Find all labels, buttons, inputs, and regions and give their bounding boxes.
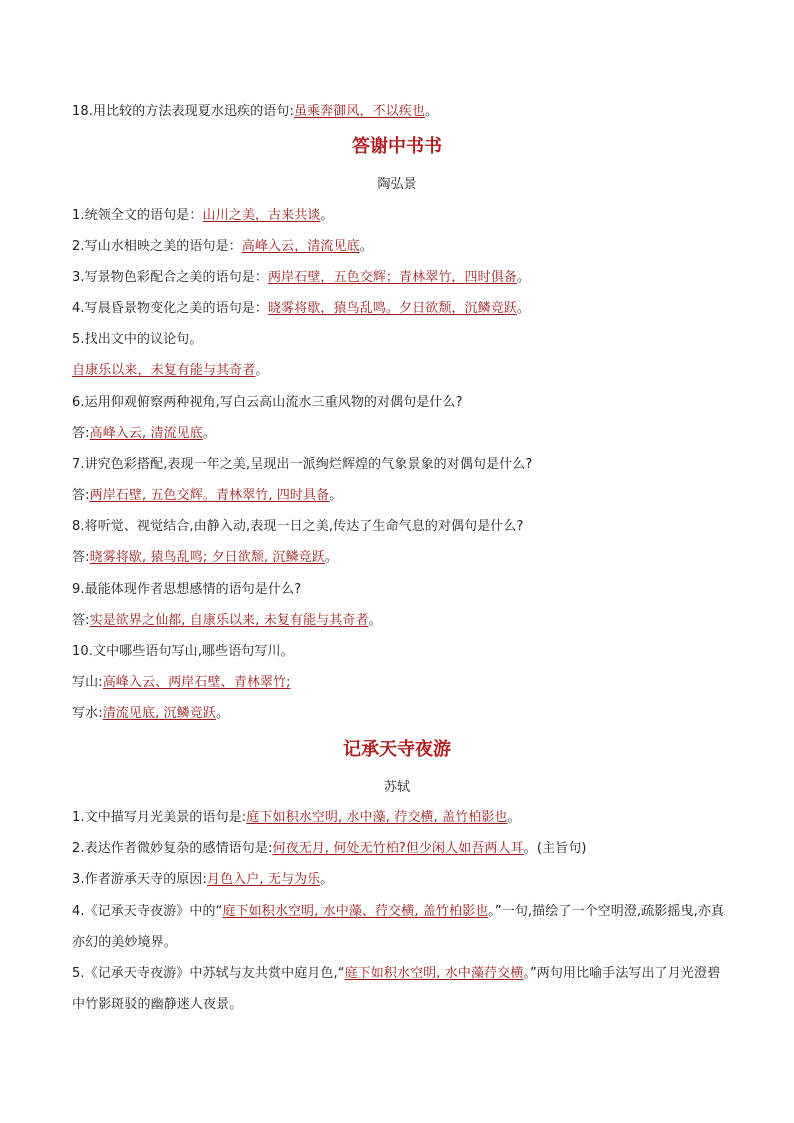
question-suffix: 。 <box>329 488 343 503</box>
answer-text: 高峰入云，清流见底 <box>241 239 360 254</box>
list-item <box>72 613 732 629</box>
section-title: 答谢中书书 <box>352 136 442 157</box>
list-item <box>72 958 732 1020</box>
list-item <box>72 239 732 255</box>
question-text: 6.运用仰观俯察两种视角,写白云高山流水三重风物的对偶句是什么? <box>72 395 463 410</box>
list-item <box>72 457 732 473</box>
question-text: 7.讲究色彩搭配,表现一年之美,呈现出一派绚烂辉煌的气象景象的对偶句是什么? <box>72 457 533 472</box>
question-text: 1.统领全文的语句是： <box>72 208 203 223</box>
question-text: 4.写晨昏景物变化之美的语句是： <box>72 301 269 316</box>
question-text: 9.最能体现作者思想感情的语句是什么? <box>72 582 302 597</box>
list-item <box>72 332 732 348</box>
answer-text: 山川之美，古来共谈 <box>202 208 321 223</box>
answer-text: 两岸石壁, 五色交辉。青林翠竹, 四时具备 <box>89 488 330 503</box>
list-item <box>72 675 732 691</box>
question-suffix: 。 <box>516 270 531 285</box>
question-suffix: 。”一句,描绘了一个空明澄,疏影摇曳,亦真亦幻的美妙境界。 <box>72 904 725 950</box>
question-suffix: 。 <box>255 363 269 378</box>
question-suffix: 。 <box>424 104 439 119</box>
question-suffix: 。 <box>359 239 373 254</box>
question-text: 3.写景物色彩配合之美的语句是： <box>72 270 269 285</box>
question-text: 答: <box>72 426 90 441</box>
list-item <box>72 519 732 535</box>
list-item <box>72 426 732 442</box>
question-text: 2.写山水相映之美的语句是： <box>72 239 242 254</box>
question-suffix: 。 <box>516 301 531 316</box>
question-suffix: 。 <box>320 208 334 223</box>
question-suffix: 。 <box>368 613 382 628</box>
answer-text: 两岸石壁，五色交辉；青林翠竹，四时俱备 <box>268 270 517 285</box>
list-item <box>72 208 732 224</box>
section-author: 陶弘景 <box>377 177 417 192</box>
question-text: 写水: <box>72 706 103 721</box>
answer-text: 月色入户, 无与为乐 <box>206 872 321 887</box>
list-item <box>72 363 732 379</box>
list-item <box>72 582 732 598</box>
question-text: 答: <box>72 613 90 628</box>
list-item <box>72 644 732 660</box>
answer-text: 庭下如积水空明, 水中藻, 荇交横, 盖竹柏影也 <box>246 810 508 825</box>
list-item <box>72 488 732 504</box>
question-text: 5.《记承天寺夜游》中苏轼与友共赏中庭月色,“ <box>72 966 345 981</box>
list-item <box>72 706 732 722</box>
question-suffix: 。 <box>320 872 334 887</box>
question-suffix: 。 <box>507 810 521 825</box>
question-suffix: 。 <box>202 426 216 441</box>
question-text: 1.文中描写月光美景的语句是: <box>72 810 247 825</box>
list-item <box>72 301 732 317</box>
section-author: 苏轼 <box>383 780 410 795</box>
list-item <box>72 872 732 888</box>
question-text: 答: <box>72 550 90 565</box>
answer-text: 庭下如积水空明, 水中藻、荇交横, 盖竹柏影也 <box>222 904 489 919</box>
question-18 <box>72 104 732 120</box>
question-suffix: 。 <box>324 550 338 565</box>
list-item <box>72 270 732 286</box>
list-item <box>72 896 732 958</box>
answer-text: 晓雾将歇，猿鸟乱鸣。夕日欲颓，沉鳞竞跃 <box>268 301 517 316</box>
question-suffix: 。(主旨句) <box>523 841 587 856</box>
question-text: 18.用比较的方法表现夏水迅疾的语句: <box>72 104 294 119</box>
answer-text: 高峰入云, 清流见底 <box>89 426 203 441</box>
list-item <box>72 550 732 566</box>
answer-text: 清流见底, 沉鳞竞跃 <box>102 706 216 721</box>
question-text: 10.文中哪些语句写山,哪些语句写川。 <box>72 644 294 659</box>
question-text: 2.表达作者微妙复杂的感情语句是: <box>72 841 273 856</box>
list-item <box>72 395 732 411</box>
question-suffix: 。 <box>215 706 230 721</box>
question-text: 8.将听觉、视觉结合,由静入动,表现一日之美,传达了生命气息的对偶句是什么? <box>72 519 524 534</box>
question-text: 3.作者游承天寺的原因: <box>72 872 207 887</box>
question-text: 答: <box>72 488 90 503</box>
answer-text: 实是欲界之仙都, 自康乐以来, 未复有能与其奇者 <box>89 613 369 628</box>
answer-text: 庭下如积水空明, 水中藻荇交横 <box>344 966 524 981</box>
question-text: 4.《记承天寺夜游》中的“ <box>72 904 223 919</box>
section-title: 记承天寺夜游 <box>343 739 451 760</box>
question-text: 5.找出文中的议论句。 <box>72 332 203 347</box>
answer-text: 高峰入云、两岸石壁、青林翠竹; <box>102 675 291 690</box>
answer-text: 何夜无月, 何处无竹柏?但少闲人如吾两人耳 <box>272 841 524 856</box>
answer-text: 虽乘奔御风，不以疾也 <box>293 104 425 119</box>
question-suffix: 。”两句用比喻手法写出了月光澄碧中竹影斑驳的幽静迷人夜景。 <box>72 966 721 1012</box>
answer-text: 晓雾将歇, 猿鸟乱鸣; 夕日欲颓, 沉鳞竞跃 <box>89 550 325 565</box>
question-text: 写山: <box>72 675 103 690</box>
list-item <box>72 841 732 857</box>
list-item <box>72 810 732 826</box>
answer-text: 自康乐以来，未复有能与其奇者 <box>72 363 256 378</box>
